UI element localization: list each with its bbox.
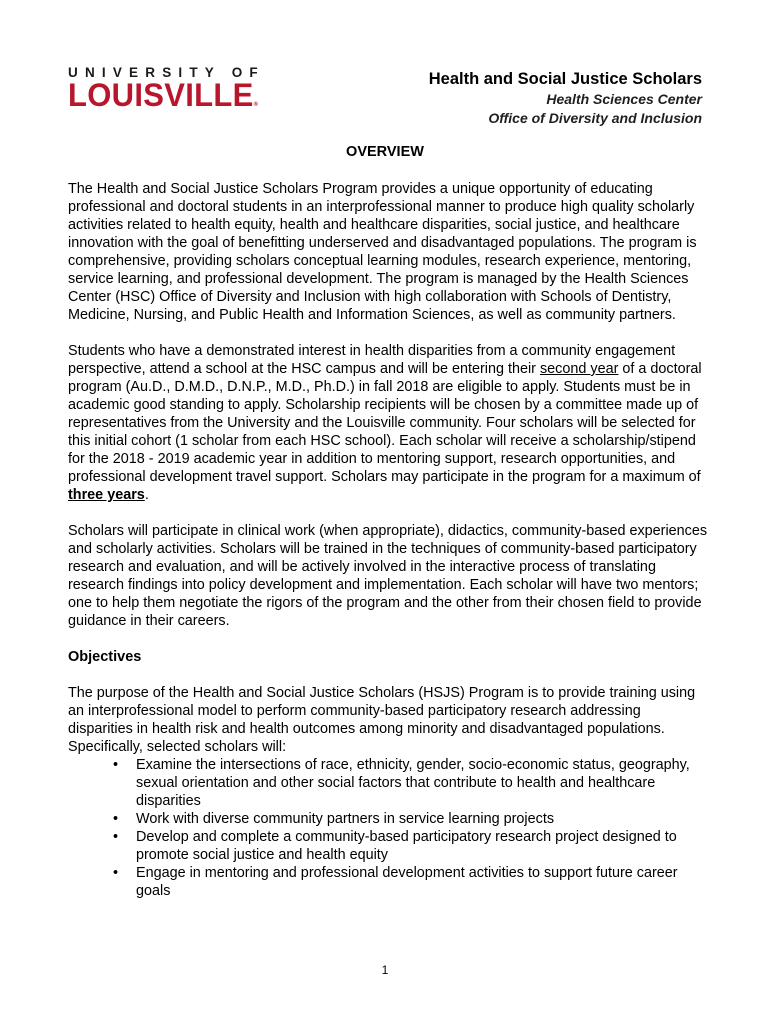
- list-item-text: Examine the intersections of race, ethnicity, gender, socio-economic status, geography, sexual orientation and other social factors that contribute to health and healthcare disparities: [136, 757, 690, 809]
- bullet-icon: •: [113, 757, 119, 773]
- bullet-icon: •: [113, 811, 119, 827]
- logo-top-line: UNIVERSITY OF: [68, 65, 265, 80]
- header-subtitle-center: Health Sciences Center: [546, 91, 702, 107]
- logo-main-line: [68, 76, 258, 121]
- logo-trademark: ®: [253, 102, 258, 109]
- objectives-heading: Objectives: [68, 649, 142, 665]
- document-title: Health and Social Justice Scholars: [428, 70, 702, 88]
- list-item-text: Develop and complete a community-based participatory research project designed to promote social justice and health equity: [136, 829, 677, 863]
- objectives-list: [68, 756, 708, 900]
- paragraph-program-description: The Health and Social Justice Scholars Program provides a unique opportunity of educating professional and doctoral students in an interprofessional manner to produce high quality scholarly activities related to health equity, health and healthcare disparities, social justice, and healthcare innovation with the goal of benefitting underserved and disadvantaged populations. The program is comprehensive, providing scholars conceptual learning modules, research experience, mentoring, service learning, and professional development. The program is managed by the Health Sciences Center (HSC) Office of Diversity and Inclusion with high collaboration with Schools of Dentistry, Medicine, Nursing, and Public Health and Information Sciences, as well as community partners.: [68, 181, 697, 323]
- page-number: 1: [381, 963, 389, 977]
- bullet-icon: •: [113, 865, 119, 881]
- logo-wordmark: LOUISVILLE: [68, 76, 254, 114]
- objectives-intro: The purpose of the Health and Social Justice Scholars (HSJS) Program is to provide training using an interprofessional model to perform community-based participatory research addressing disparities in health risk and health outcomes among minority and disadvantaged populations. Specifically, selected scholars will:: [68, 685, 696, 755]
- list-item: [113, 864, 708, 900]
- list-item-text: Work with diverse community partners in service learning projects: [136, 811, 555, 827]
- list-item: [113, 756, 708, 810]
- header-subtitle-office: Office of Diversity and Inclusion: [488, 110, 702, 126]
- list-item: [113, 828, 708, 864]
- bullet-icon: •: [113, 829, 119, 845]
- document-header: [429, 69, 702, 128]
- eligibility-text-1: Students who have a demonstrated interest in health disparities from a community engagement perspective, attend a school at the HSC campus and will be entering their: [68, 343, 676, 377]
- university-logo: [68, 65, 265, 119]
- eligibility-text-2: of a doctoral program (Au.D., D.M.D., D.N.P., M.D., Ph.D.) in fall 2018 are eligible to apply. Students must be in academic good standing to apply. Scholarship recipients will be chosen by a committee made up of representatives from the University and the Louisville community. Four scholars will be selected for this initial cohort (1 scholar from each HSC school). Each scholar will receive a scholarship/stipend for the 2018 - 2019 academic year in addition to mentoring support, research opportunities, and professional development travel support. Scholars may participate in the program for a maximum of: [68, 361, 702, 485]
- list-item-text: Engage in mentoring and professional development activities to support future career goals: [136, 865, 678, 899]
- paragraph-participation: Scholars will participate in clinical work (when appropriate), didactics, community-based experiences and scholarly activities. Scholars will be trained in the techniques of community-based participatory research and evaluation, and will be actively involved in the interactive process of translating research findings into policy development and implementation. Each scholar will have two mentors; one to help them negotiate the rigors of the program and the other from their chosen field to provide guidance in their careers.: [68, 523, 708, 629]
- eligibility-bold-underlined: three years: [68, 487, 145, 503]
- overview-heading: OVERVIEW: [346, 144, 424, 160]
- document-body: [68, 180, 708, 900]
- list-item: [113, 810, 708, 828]
- paragraph-eligibility: [68, 342, 708, 504]
- eligibility-underlined: second year: [539, 361, 619, 377]
- eligibility-text-3: .: [144, 487, 149, 503]
